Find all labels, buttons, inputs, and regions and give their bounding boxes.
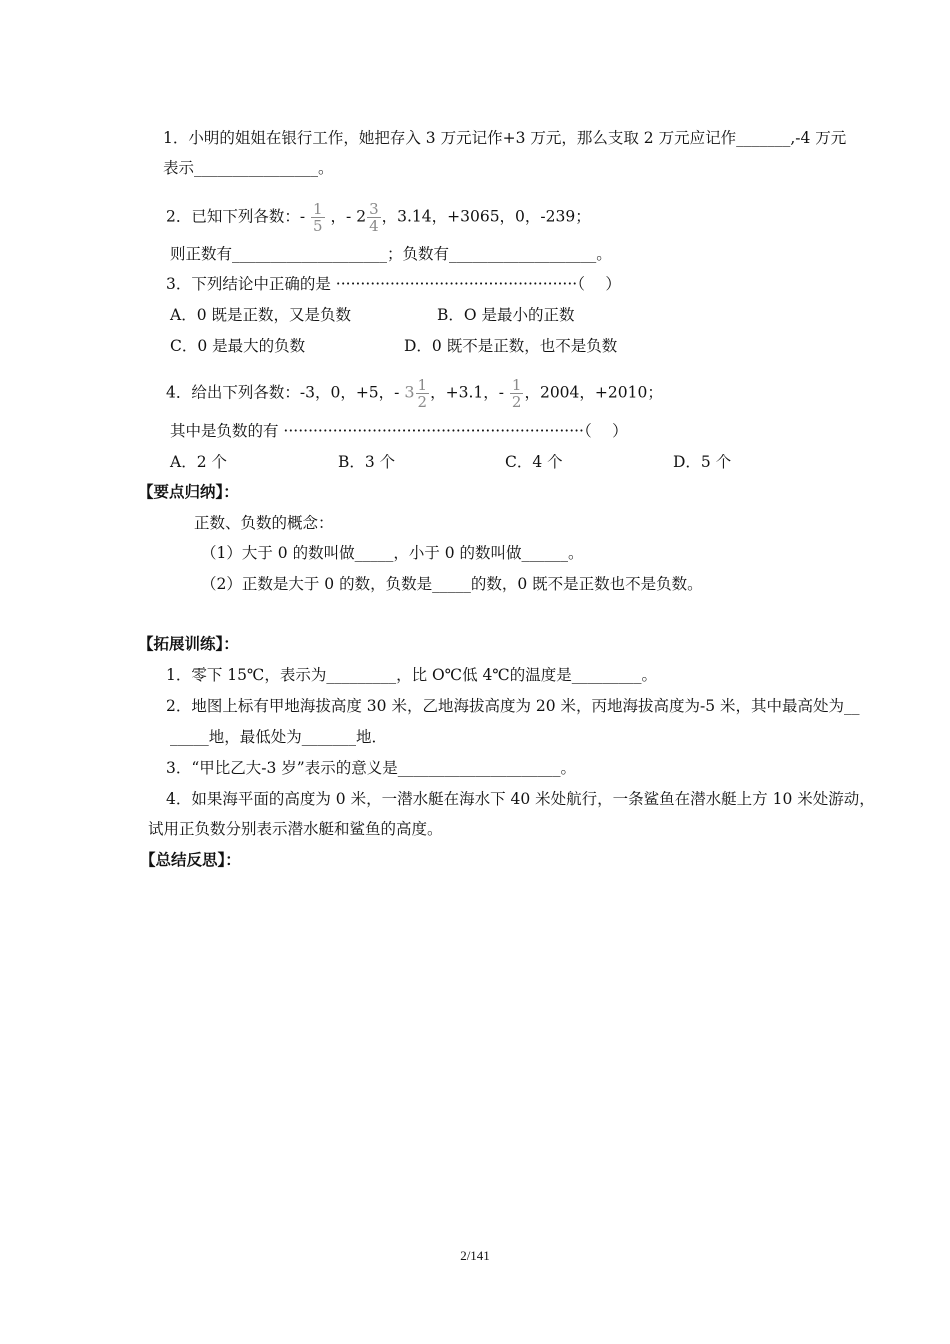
q4-option-a: A．2 个: [170, 453, 227, 471]
summary-point-2: （2）正数是大于 0 的数，负数是_____的数，0 既不是正数也不是负数。: [201, 575, 703, 593]
summary-intro: 正数、负数的概念：: [194, 514, 334, 532]
q4-numbers-line: [166, 377, 663, 410]
q3-stem: 3．下列结论中正确的是 ·················································（ ）: [166, 275, 621, 293]
q3-option-a: A．0 既是正数，又是负数: [170, 306, 351, 324]
q4-option-d: D．5 个: [673, 453, 732, 471]
extension-heading: 【拓展训练】：: [138, 634, 239, 653]
q2-fraction-2-denominator: 4: [369, 217, 379, 235]
q4-fraction-2-denominator: 2: [511, 393, 522, 411]
q4-mixed-whole: 3: [404, 382, 415, 402]
q3-option-c: C．0 是最大的负数: [170, 337, 306, 355]
q2-fraction-2-numerator: 3: [369, 200, 379, 218]
q4-fraction-2: [510, 377, 524, 410]
q4-option-c: C．4 个: [505, 453, 563, 471]
q2-prefix: 2．已知下列各数：-: [166, 207, 306, 226]
page-number: 2/141: [460, 1248, 490, 1263]
q2-fraction-2: [367, 201, 381, 234]
q4-fraction-1-denominator: 2: [417, 393, 428, 411]
extension-q3: 3．“甲比乙大-3 岁”表示的意义是_____________________。: [166, 759, 576, 777]
q4-suffix: ，2004，+2010；: [524, 383, 663, 402]
q4-option-b: B．3 个: [338, 453, 396, 471]
q4-stem: 其中是负数的有 ·····························································（ ）: [170, 422, 628, 440]
q2-numbers-line: [166, 201, 591, 234]
q2-fraction-1: [311, 201, 325, 234]
extension-q4-line2: 试用正负数分别表示潜水艇和鲨鱼的高度。: [148, 820, 443, 838]
q3-option-b: B．O 是最小的正数: [437, 306, 575, 324]
q1-line2: 表示________________。: [163, 159, 334, 177]
extension-q2-line1: 2．地图上标有甲地海拔高度 30 米，乙地海拔高度为 20 米，丙地海拔高度为-5 米，其中最高处为__: [166, 697, 860, 715]
q4-fraction-2-numerator: 1: [511, 376, 522, 394]
q2-suffix: ，3.14，+3065，0，-239；: [381, 207, 591, 226]
reflection-heading: 【总结反思】：: [140, 850, 241, 869]
summary-point-1: （1）大于 0 的数叫做_____，小于 0 的数叫做______。: [201, 544, 584, 562]
q2-line2: 则正数有____________________；负数有___________________。: [170, 245, 612, 263]
q4-fraction-1-numerator: 1: [417, 376, 428, 394]
summary-heading: 【要点归纳】：: [138, 482, 239, 501]
extension-q4-line1: 4．如果海平面的高度为 0 米，一潜水艇在海水下 40 米处航行，一条鲨鱼在潜水艇上方 10 米处游动，: [166, 790, 875, 808]
q3-option-d: D．0 既不是正数，也不是负数: [404, 337, 618, 355]
extension-q2-line2: _____地，最低处为_______地．: [170, 728, 388, 746]
q1-line1: 1．小明的姐姐在银行工作，她把存入 3 万元记作+3 万元，那么支取 2 万元应记作_______,-4 万元: [163, 129, 847, 147]
q4-mid: ，+3.1，-: [430, 383, 504, 402]
q4-fraction-1: [416, 377, 430, 410]
q2-fraction-1-denominator: 5: [313, 217, 323, 235]
q2-fraction-1-numerator: 1: [313, 200, 323, 218]
extension-q1: 1．零下 15℃，表示为_________，比 O℃低 4℃的温度是_________。: [166, 666, 657, 684]
q4-prefix: 4．给出下列各数：-3，0，+5，-: [166, 383, 400, 402]
q2-mid: ，- 2: [330, 207, 367, 226]
